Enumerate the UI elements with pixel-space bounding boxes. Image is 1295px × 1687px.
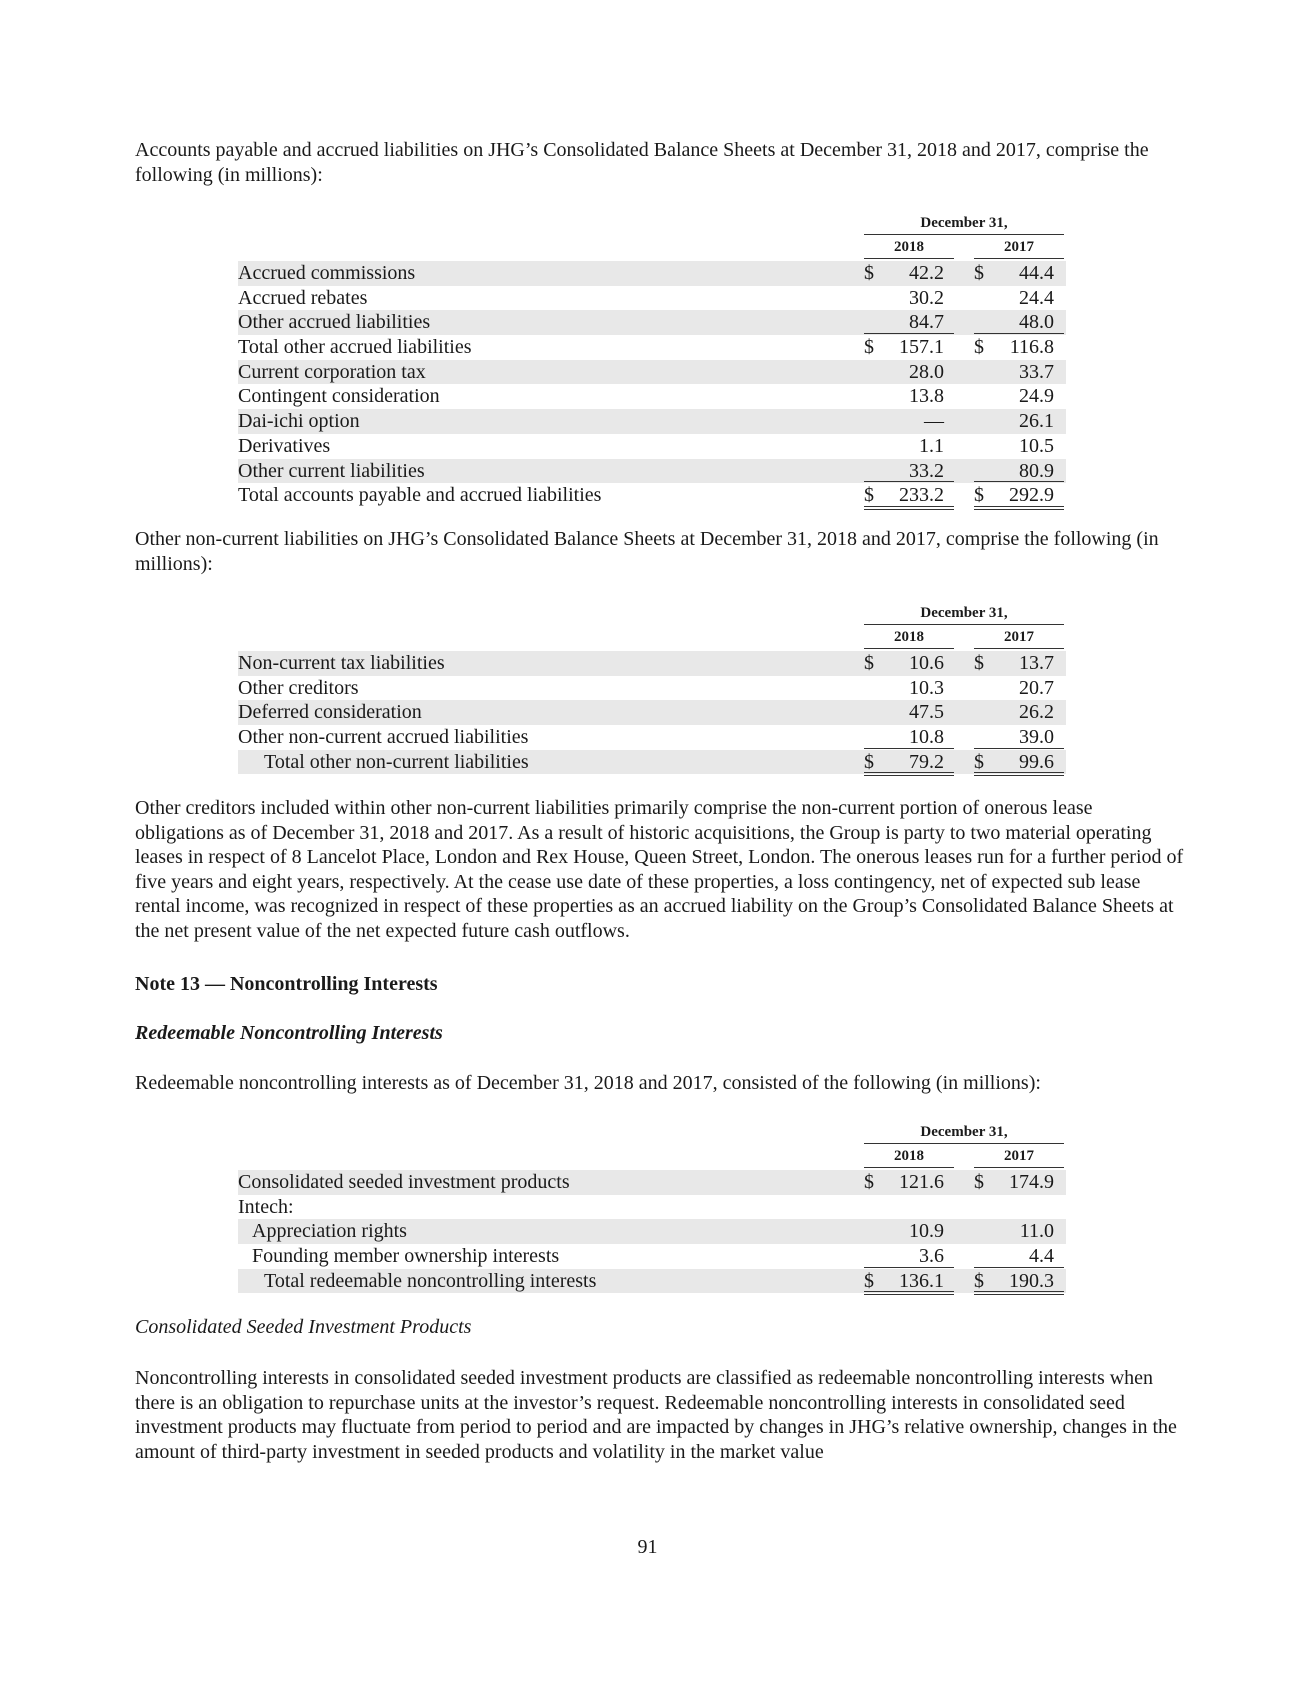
value-2018: 136.1	[899, 1269, 944, 1292]
currency-symbol: $	[974, 1171, 984, 1193]
subtotal-rule	[974, 333, 1064, 334]
table-row	[238, 676, 1066, 701]
subtotal-rule	[974, 1267, 1064, 1268]
value-2017: 33.7	[1019, 360, 1054, 383]
header-rule	[864, 624, 1064, 625]
table-row	[238, 1244, 1066, 1269]
value-2018: 1.1	[919, 434, 944, 457]
currency-symbol: $	[974, 484, 984, 507]
total-double-rule	[864, 506, 954, 507]
row-label: Other creditors	[238, 676, 359, 699]
value-2017: 4.4	[1029, 1245, 1054, 1268]
date-header: December 31,	[920, 1124, 1008, 1140]
value-2017: 116.8	[1009, 336, 1054, 359]
currency-symbol: $	[864, 1171, 874, 1193]
year-rule	[974, 1167, 1064, 1168]
year-rule	[974, 258, 1064, 259]
seeded-products-heading: Consolidated Seeded Investment Products	[135, 1316, 472, 1338]
value-2018: 13.8	[909, 385, 944, 408]
value-2018: 10.8	[909, 726, 944, 749]
value-2017: 48.0	[1019, 311, 1054, 334]
value-2017: 10.5	[1019, 434, 1054, 457]
total-double-rule	[974, 509, 1064, 510]
row-label: Appreciation rights	[252, 1220, 407, 1243]
table-row-total	[238, 483, 1066, 508]
table-row	[238, 459, 1066, 484]
row-label: Total accounts payable and accrued liabilities	[238, 484, 602, 507]
table-row-total	[238, 750, 1066, 775]
row-label: Non-current tax liabilities	[238, 652, 445, 674]
row-label: Other current liabilities	[238, 459, 425, 482]
currency-symbol: $	[864, 1269, 874, 1292]
row-label: Total other non-current liabilities	[264, 750, 529, 773]
table-row	[238, 1170, 1066, 1195]
table-row	[238, 1195, 1066, 1220]
table-row	[238, 409, 1066, 434]
value-2018: 157.1	[899, 336, 944, 359]
currency-symbol: $	[974, 336, 984, 359]
table-row	[238, 335, 1066, 360]
row-label: Deferred consideration	[238, 701, 422, 724]
currency-symbol: $	[864, 262, 874, 284]
table-header	[238, 1122, 1066, 1170]
table-row	[238, 310, 1066, 335]
year-2018-header: 2018	[894, 629, 924, 645]
value-2018: 10.6	[909, 652, 944, 674]
total-double-rule	[974, 506, 1064, 507]
year-rule	[974, 648, 1064, 649]
year-2017-header: 2017	[1004, 1148, 1034, 1164]
currency-symbol: $	[864, 750, 874, 773]
row-label: Derivatives	[238, 434, 331, 457]
value-2017: 11.0	[1019, 1220, 1054, 1243]
table-header	[238, 603, 1066, 651]
date-header: December 31,	[920, 605, 1008, 621]
value-2017: 26.2	[1019, 701, 1054, 724]
subtotal-rule	[864, 481, 954, 482]
value-2017: 13.7	[1019, 652, 1054, 674]
value-2017: 80.9	[1019, 459, 1054, 482]
value-2018: 33.2	[909, 459, 944, 482]
total-double-rule	[974, 1291, 1064, 1292]
value-2017: 190.3	[1009, 1269, 1054, 1292]
row-label: Intech:	[238, 1195, 294, 1218]
value-2018: —	[924, 410, 944, 433]
value-2017: 20.7	[1019, 676, 1054, 699]
total-double-rule	[864, 509, 954, 510]
row-label: Total redeemable noncontrolling interests	[264, 1269, 597, 1292]
year-rule	[864, 1167, 954, 1168]
subtotal-rule	[864, 333, 954, 334]
row-label: Other non-current accrued liabilities	[238, 726, 529, 749]
value-2018: 10.3	[909, 676, 944, 699]
value-2017: 174.9	[1009, 1171, 1054, 1193]
header-rule	[864, 1143, 1064, 1144]
other-creditors-paragraph: Other creditors included within other non-current liabilities primarily comprise the non-current portion of onerous lease obligations as of December 31, 2018 and 2017. As a result of historic acquisitions, the Group is party to two material operating leases in respect of 8 Lancelot Place, London and Rex House, Queen Street, London. The onerous leases run for a further period of five years and eight years, respectively. At the cease use date of these properties, a loss contingency, net of expected sub lease rental income, was recognized in respect of these properties as an accrued liability on the Group’s Consolidated Balance Sheets at the net present value of the net expected future cash outflows.	[135, 797, 1184, 942]
table-row	[238, 700, 1066, 725]
value-2018: 84.7	[909, 311, 944, 334]
total-double-rule	[974, 772, 1064, 773]
row-label: Accrued rebates	[238, 286, 368, 309]
year-2017-header: 2017	[1004, 239, 1034, 255]
total-double-rule	[864, 775, 954, 776]
value-2017: 44.4	[1019, 262, 1054, 284]
table-row-total	[238, 1269, 1066, 1294]
currency-symbol: $	[974, 262, 984, 284]
value-2018: 42.2	[909, 262, 944, 284]
value-2017: 39.0	[1019, 726, 1054, 749]
row-label: Dai-ichi option	[238, 410, 360, 433]
total-double-rule	[974, 1294, 1064, 1295]
currency-symbol: $	[864, 336, 874, 359]
row-label: Total other accrued liabilities	[238, 336, 472, 359]
intro-redeemable-interests: Redeemable noncontrolling interests as of December 31, 2018 and 2017, consisted of the following (in millions):	[135, 1072, 1041, 1094]
currency-symbol: $	[864, 484, 874, 507]
table-row	[238, 651, 1066, 676]
row-label: Contingent consideration	[238, 385, 440, 408]
total-double-rule	[864, 1294, 954, 1295]
redeemable-noncontrolling-heading: Redeemable Noncontrolling Interests	[135, 1022, 443, 1044]
page-number: 91	[637, 1536, 658, 1558]
value-2018: 10.9	[909, 1220, 944, 1243]
total-double-rule	[864, 1291, 954, 1292]
row-label: Accrued commissions	[238, 262, 416, 284]
seeded-products-paragraph: Noncontrolling interests in consolidated seeded investment products are classified as redeemable noncontrolling interests when there is an obligation to repurchase units at the investor’s request. Redeemable noncontrolling interests in consolidated seed investment products may fluctuate from period to period and are impacted by changes in JHG’s relative ownership, changes in the amount of third-party investment in seeded products and volatility in the market value	[135, 1367, 1177, 1463]
header-rule	[864, 234, 1064, 235]
table-row	[238, 725, 1066, 750]
table-row	[238, 434, 1066, 459]
currency-symbol: $	[864, 652, 874, 674]
year-2018-header: 2018	[894, 1148, 924, 1164]
subtotal-rule	[974, 748, 1064, 749]
accounts-payable-table	[238, 213, 1066, 508]
redeemable-interests-table	[238, 1122, 1066, 1293]
year-rule	[864, 258, 954, 259]
value-2018: 3.6	[919, 1245, 944, 1268]
row-label: Other accrued liabilities	[238, 311, 431, 334]
year-rule	[864, 648, 954, 649]
value-2018: 121.6	[899, 1171, 944, 1193]
table-row	[238, 384, 1066, 409]
total-double-rule	[974, 775, 1064, 776]
value-2017: 26.1	[1019, 410, 1054, 433]
note-13-heading: Note 13 — Noncontrolling Interests	[135, 973, 438, 995]
value-2017: 292.9	[1009, 484, 1054, 507]
value-2017: 24.9	[1019, 385, 1054, 408]
currency-symbol: $	[974, 1269, 984, 1292]
value-2018: 47.5	[909, 701, 944, 724]
table-header	[238, 213, 1066, 261]
currency-symbol: $	[974, 750, 984, 773]
row-label: Founding member ownership interests	[252, 1245, 560, 1268]
date-header: December 31,	[920, 215, 1008, 231]
subtotal-rule	[864, 1267, 954, 1268]
value-2018: 28.0	[909, 360, 944, 383]
year-2017-header: 2017	[1004, 629, 1034, 645]
value-2018: 30.2	[909, 286, 944, 309]
intro-accounts-payable: Accounts payable and accrued liabilities on JHG’s Consolidated Balance Sheets at December 31, 2018 and 2017, comprise the following (in millions):	[135, 139, 1149, 186]
row-label: Consolidated seeded investment products	[238, 1171, 570, 1193]
year-2018-header: 2018	[894, 239, 924, 255]
value-2018: 79.2	[909, 750, 944, 773]
intro-non-current-liabilities: Other non-current liabilities on JHG’s Consolidated Balance Sheets at December 31, 2018 and 2017, comprise the following (in millions):	[135, 528, 1159, 575]
value-2017: 24.4	[1019, 286, 1054, 309]
non-current-liabilities-table	[238, 603, 1066, 774]
subtotal-rule	[864, 748, 954, 749]
total-double-rule	[864, 772, 954, 773]
table-row	[238, 261, 1066, 286]
row-label: Current corporation tax	[238, 360, 426, 383]
value-2018: 233.2	[899, 484, 944, 507]
value-2017: 99.6	[1019, 750, 1054, 773]
table-row	[238, 1219, 1066, 1244]
currency-symbol: $	[974, 652, 984, 674]
subtotal-rule	[974, 481, 1064, 482]
table-row	[238, 286, 1066, 311]
table-row	[238, 360, 1066, 385]
